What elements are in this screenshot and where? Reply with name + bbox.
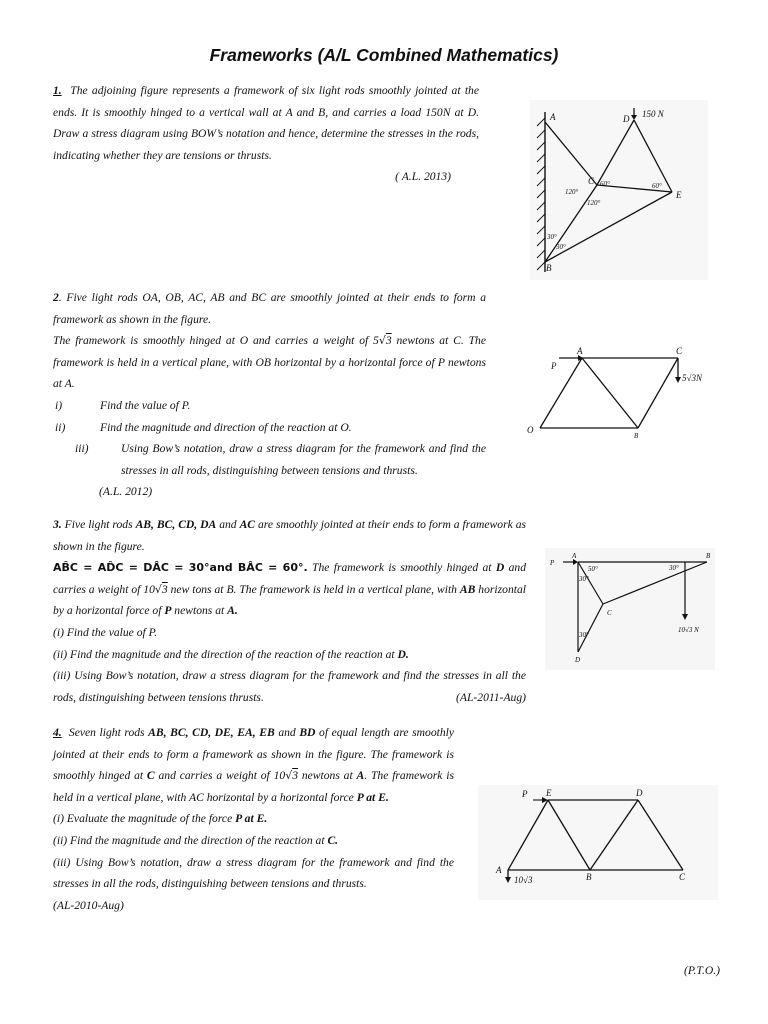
point-C: C	[146, 769, 155, 783]
figure-1-framework	[530, 100, 708, 280]
rod-list: AB, BC, CD, DA	[135, 518, 217, 531]
sub-question: (iii) Using Bow’s notation, draw a stress diagram for the framework and find the stresses in all the rods, distinguishing between tensions thrusts.	[53, 669, 526, 704]
force-P-at-E: P at E.	[235, 812, 268, 826]
question-text: Seven light rods	[68, 726, 149, 739]
angle-30-lower: 30°	[556, 243, 566, 251]
sub-text: Find the magnitude and direction of the reaction at O.	[100, 420, 352, 434]
force-P-at-E: P at E.	[356, 790, 389, 804]
sub-question	[53, 830, 454, 852]
angle-30-at-d: 30°	[579, 631, 589, 639]
sub-number: ii)	[55, 420, 66, 434]
label-C: C	[607, 609, 612, 617]
angle-30-upper: 30°	[547, 233, 557, 241]
angle-30-at-b: 30°	[669, 564, 679, 572]
angle-60-at-c: 60°	[600, 180, 610, 188]
force-P: P	[164, 604, 172, 618]
figure-2-framework	[520, 345, 720, 445]
label-A: A	[572, 552, 577, 560]
question-text: of equal length are smoothly jointed at their ends to form a framework as shown in the figure. The framework is smoothly hinged at	[53, 726, 455, 783]
sub-text: Find the value of P.	[100, 398, 191, 412]
label-A: A	[550, 112, 556, 122]
sub-question	[53, 438, 486, 481]
force-P: P	[550, 559, 555, 567]
root-value: 3	[385, 334, 392, 348]
question-text: are smoothly jointed at their ends to form a framework as shown in the figure.	[53, 518, 527, 553]
label-C: C	[679, 872, 686, 882]
point-C: C.	[327, 833, 339, 847]
sub-question	[53, 395, 486, 417]
sub-text: (ii) Find the magnitude and the direction of the reaction at	[53, 833, 328, 847]
label-C: C	[588, 176, 595, 186]
page-turn-note: (P.T.O.)	[684, 964, 720, 977]
load-label: 10√3 N	[678, 626, 699, 634]
question-number: 1.	[53, 84, 62, 97]
question-reference: (AL-2010-Aug)	[53, 898, 124, 912]
question-text: and	[274, 726, 300, 739]
label-E: E	[676, 190, 682, 200]
sub-question	[53, 644, 526, 666]
angle-120-left: 120°	[565, 188, 579, 196]
label-B: B	[586, 872, 592, 882]
root-value: 3	[161, 582, 168, 596]
rod-name: BD	[299, 726, 316, 739]
page-title: Frameworks (A/L Combined Mathematics)	[209, 45, 559, 65]
figure-3-framework	[545, 548, 715, 670]
question-text: horizontal by a horizontal force of	[53, 582, 526, 618]
angle-50: 50°	[588, 565, 598, 573]
rod-list: AB, BC, CD, DE, EA, EB	[148, 726, 275, 739]
label-A: A	[577, 346, 583, 356]
label-B: B	[546, 263, 552, 273]
label-B: B	[634, 432, 639, 440]
point-D: D	[495, 561, 505, 575]
root-value: 3	[292, 769, 298, 783]
question-text: Five light rods OA, OB, AC, AB and BC are smoothly jointed at their ends to form a framework as shown in the figure.	[53, 291, 486, 326]
point-D: D.	[397, 647, 409, 661]
question-text: and carries a weight of 10	[154, 769, 286, 783]
force-P: P	[551, 361, 557, 371]
label-C: C	[676, 346, 683, 356]
question-1	[53, 80, 479, 188]
sub-number: iii)	[75, 442, 89, 456]
label-O: O	[527, 425, 534, 435]
rod-name: AC	[239, 518, 256, 531]
question-text: The framework is smoothly hinged at	[307, 561, 496, 575]
sub-question	[53, 808, 454, 830]
question-reference: (AL-2011-Aug)	[456, 690, 526, 704]
sub-question	[53, 417, 486, 439]
label-E: E	[546, 788, 552, 798]
angle-60-at-e: 60°	[652, 182, 662, 190]
rod-name: AB	[459, 582, 476, 596]
point-A: A	[356, 769, 365, 783]
angle-conditions: AB̂C = AD̂C = DÂC = 30°and BÂC = 60°.	[53, 561, 308, 575]
label-D: D	[575, 656, 581, 664]
sub-text: (i) Evaluate the magnitude of the force	[53, 812, 236, 826]
figure-4-framework	[478, 785, 718, 900]
question-number: 2	[53, 291, 59, 304]
label-A: A	[496, 865, 502, 875]
point-A: A.	[227, 604, 238, 618]
question-text: newtons at	[171, 604, 228, 618]
question-text: and	[216, 518, 240, 531]
question-reference: ( A.L. 2013)	[395, 170, 451, 184]
question-text: and carries a weight of 10	[53, 561, 526, 596]
sub-text: Using Bow’s notation, draw a stress diagram for the framework and find the stresses in all rods, distinguishing between tensions and thrusts.	[121, 442, 486, 477]
question-3: 3. Five light rods AB, BC, CD, DA and AC are smoothly jointed at their ends to form a framework as shown in the figure. AB̂C = AD̂C = DÂC = 30°and BÂC = 60°. The framework is smoothly hinged at D and carries a weight of 10√3 new tons at B. The framework is held in a vertical plane, with AB horizontal by a horizontal force of P newtons at A. (i) Find the value of P. (ii) Find the magnitude and the direction of the reaction of the reaction at D. (iii) Using Bow’s notation, draw a stress diagram for the framework and find the stresses in all the rods, distinguishing between tensions thrusts. (AL-2011-Aug)	[53, 514, 526, 708]
force-P: P	[522, 789, 528, 799]
question-number: 3.	[53, 518, 62, 531]
label-B: B	[706, 552, 711, 560]
load-label: 10√3	[514, 875, 533, 885]
question-text: . The framework is held in a vertical plane, with AC horizontal by a horizontal force	[53, 769, 454, 804]
label-D: D	[636, 788, 643, 798]
sub-question: (iii) Using Bow’s notation, draw a stress diagram for the framework and find the stresses in all the rods, distinguishing between tensions and thrusts.	[53, 855, 454, 891]
label-D: D	[623, 114, 630, 124]
question-2: 2. Five light rods OA, OB, AC, AB and BC are smoothly jointed at their ends to form a framework as shown in the figure. The framework is smoothly hinged at O and carries a weight of 5√3 newtons at C. The framework is held in a vertical plane, with OB horizontal by a horizontal force of P newtons at A. i) Find the value of P. ii) Find the magnitude and direction of the reaction at O. iii) Using Bow’s notation, draw a stress diagram for the framework and find the stresses in all rods, distinguishing between tensions and thrusts. (A.L. 2012)	[53, 287, 486, 503]
question-text: The adjoining figure represents a framework of six light rods smoothly jointed at the ends. It is smoothly hinged to a vertical wall at A and B, and carries a load 150N at D. Draw a stress diagram using BOW’s notation and hence, determine the stresses in the rods, indicating whether they are tensions or thrusts.	[53, 84, 480, 162]
angle-120-bottom: 120°	[587, 199, 601, 207]
question-text: The framework is smoothly hinged at O and carries a weight of 5	[53, 334, 379, 348]
sub-text: (ii) Find the magnitude and the direction of the reaction of the reaction at	[53, 647, 398, 661]
question-reference: (A.L. 2012)	[99, 485, 153, 499]
question-4: 4. Seven light rods AB, BC, CD, DE, EA, EB and BD of equal length are smoothly jointed at their ends to form a framework as shown in the figure. The framework is smoothly hinged at C and carries a weight of 10√3 newtons at A. The framework is held in a vertical plane, with AC horizontal by a horizontal force P at E. (i) Evaluate the magnitude of the force P at E. (ii) Find the magnitude and the direction of the reaction at C. (iii) Using Bow’s notation, draw a stress diagram for the framework and find the stresses in all the rods, distinguishing between tensions and thrusts. (AL-2010-Aug)	[53, 722, 454, 916]
sub-number: i)	[55, 398, 63, 412]
question-text: newtons at C. The framework is held in a vertical plane, with OB horizontal by a horizontal force of P newtons at A.	[53, 334, 486, 391]
load-label: 150 N	[642, 109, 664, 119]
question-text: new tons at B. The framework is held in a vertical plane, with	[167, 582, 460, 596]
question-text: newtons at	[298, 769, 357, 783]
question-number: 4.	[53, 726, 62, 739]
load-label: 5√3N	[682, 373, 702, 383]
angle-30-at-a: 30°	[579, 575, 589, 583]
sub-question: (i) Find the value of P.	[53, 625, 158, 639]
question-text: Five light rods	[64, 518, 136, 531]
